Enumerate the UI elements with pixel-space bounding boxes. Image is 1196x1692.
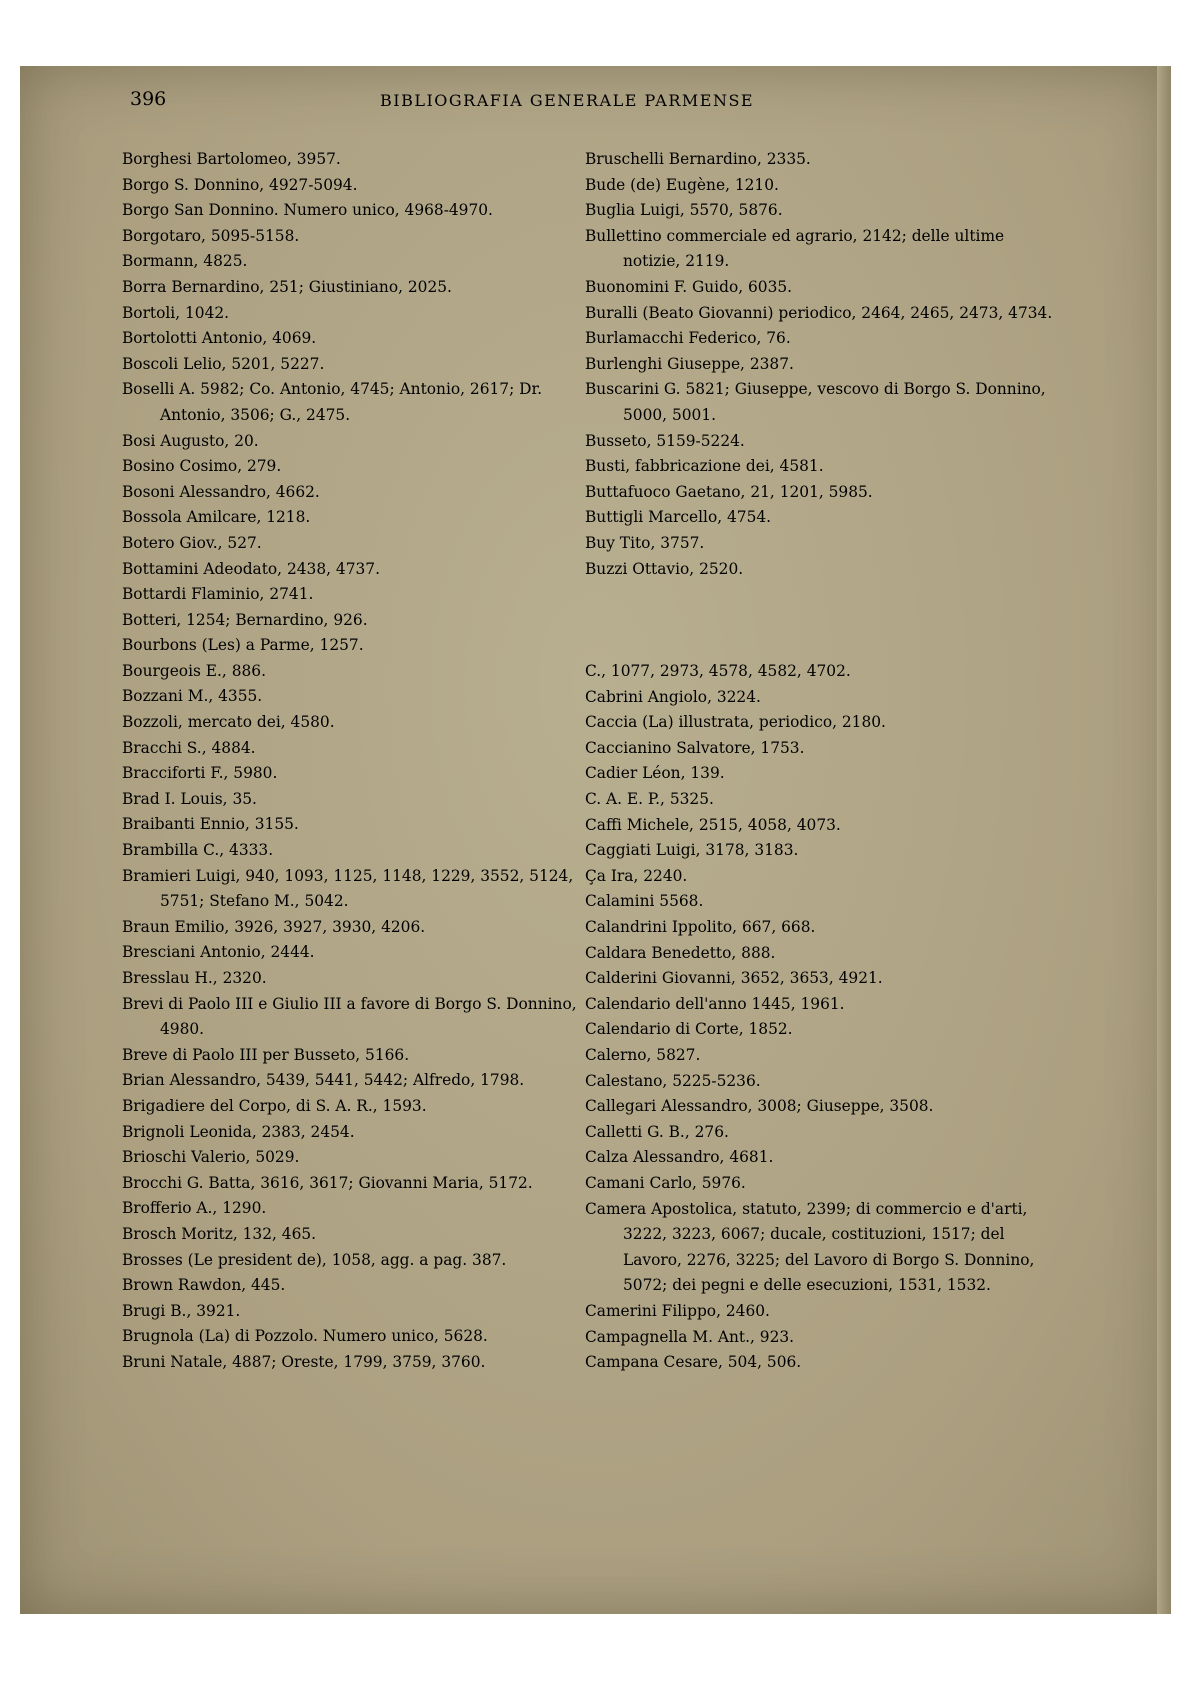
index-entry: Braun Emilio, 3926, 3927, 3930, 4206. [122,917,426,936]
index-entry: Bresslau H., 2320. [122,969,267,987]
index-entry: Cadier Léon, 139. [585,764,725,783]
index-entry: Bullettino commerciale ed agrario, 2142; delle ultime notizie, 2119. [585,226,1005,271]
index-entry: Bresciani Antonio, 2444. [122,943,315,962]
index-entry: Brad I. Louis, 35. [122,789,257,808]
index-entry: Breve di Paolo III per Busseto, 5166. [122,1045,410,1064]
index-entry: Brown Rawdon, 445. [122,1276,286,1295]
index-entry: Botero Giov., 527. [122,533,262,552]
index-entry: Caggiati Luigi, 3178, 3183. [585,841,799,860]
index-column-right [585,147,1055,1376]
index-entry: Borra Bernardino, 251; Giustiniano, 2025. [122,277,452,296]
index-entry: Brosses (Le president de), 1058, agg. a pag. 387. [122,1250,507,1269]
index-entry: Botteri, 1254; Bernardino, 926. [122,610,368,629]
index-entry: Bosi Augusto, 20. [122,431,259,450]
index-entry: Brian Alessandro, 5439, 5441, 5442; Alfredo, 1798. [122,1071,525,1090]
index-entry: Borgo San Donnino. Numero unico, 4968-4970. [122,201,493,220]
index-entry: Calandrini Ippolito, 667, 668. [585,918,816,937]
index-entry: Burlamacchi Federico, 76. [585,329,791,348]
index-entry: Brignoli Leonida, 2383, 2454. [122,1122,355,1141]
index-entry: Braibanti Ennio, 3155. [122,815,299,834]
index-entry: Brigadiere del Corpo, di S. A. R., 1593. [122,1096,427,1115]
index-entry: Borghesi Bartolomeo, 3957. [122,150,341,168]
index-entry: Bortoli, 1042. [122,303,230,322]
index-entry: Bosoni Alessandro, 4662. [122,482,320,501]
index-entry: Bozzoli, mercato dei, 4580. [122,713,335,732]
index-entry: Bracchi S., 4884. [122,738,256,757]
index-entry: Bosino Cosimo, 279. [122,457,282,476]
index-entry: Bude (de) Eugène, 1210. [585,175,779,194]
index-entry: Caccia (La) illustrata, periodico, 2180. [585,713,886,732]
index-entry: Calletti G. B., 276. [585,1122,729,1141]
index-entry: C., 1077, 2973, 4578, 4582, 4702. [585,662,851,681]
index-entry: Bottamini Adeodato, 2438, 4737. [122,559,380,578]
index-entry: Bozzani M., 4355. [122,687,263,706]
index-entry: Buonomini F. Guido, 6035. [585,277,793,296]
index-entry: Brevi di Paolo III e Giulio III a favore di Borgo S. Donnino, 4980. [122,994,577,1039]
index-entry: Bottardi Flaminio, 2741. [122,585,314,604]
page-number: 396 [130,88,167,110]
index-entry: Campagnella M. Ant., 923. [585,1327,795,1346]
index-entry: Campana Cesare, 504, 506. [585,1353,802,1372]
index-entry: Calza Alessandro, 4681. [585,1148,774,1167]
index-entry: Buy Tito, 3757. [585,533,705,552]
index-entry: C. A. E. P., 5325. [585,790,714,809]
index-entry: Borgotaro, 5095-5158. [122,226,300,245]
index-entry: Buglia Luigi, 5570, 5876. [585,201,783,220]
index-entry: Bruni Natale, 4887; Oreste, 1799, 3759, 3760. [122,1352,486,1371]
index-entry: Buttigli Marcello, 4754. [585,508,772,527]
index-entry: Calendario di Corte, 1852. [585,1020,793,1039]
index-entry: Camani Carlo, 5976. [585,1173,746,1192]
page-edge-shadow [1157,66,1171,1614]
index-entry: Bortolotti Antonio, 4069. [122,329,317,348]
index-entry: Brosch Moritz, 132, 465. [122,1224,317,1243]
index-entry: Bracciforti F., 5980. [122,764,278,783]
index-entry: Busti, fabbricazione dei, 4581. [585,457,824,476]
index-entry: Buzzi Ottavio, 2520. [585,559,744,578]
index-entry: Boselli A. 5982; Co. Antonio, 4745; Antonio, 2617; Dr. Antonio, 3506; G., 2475. [122,380,543,424]
index-column-left [122,147,592,1376]
index-entry: Borgo S. Donnino, 4927-5094. [122,175,358,194]
index-entry: Caccianino Salvatore, 1753. [585,738,805,757]
index-entry: Brioschi Valerio, 5029. [122,1148,300,1167]
index-entry: Caffi Michele, 2515, 4058, 4073. [585,815,841,834]
index-entry: Bourbons (Les) a Parme, 1257. [122,636,364,655]
index-entry: Callegari Alessandro, 3008; Giuseppe, 3508. [585,1097,934,1116]
index-entry: Calestano, 5225-5236. [585,1071,761,1090]
index-entry: Brugi B., 3921. [122,1301,241,1320]
running-title: BIBLIOGRAFIA GENERALE PARMENSE [380,91,755,110]
index-entry: Burlenghi Giuseppe, 2387. [585,354,794,373]
index-entry: Calerno, 5827. [585,1046,701,1064]
index-entry: Camera Apostolica, statuto, 2399; di commercio e d'arti, 3222, 3223, 6067; ducale, costituzioni, 1517; del Lavoro, 2276, 3225; del Lavoro di Borgo S. Donnino, 5072; dei pegni e delle esecuzioni, 1531, 1532. [585,1199,1035,1295]
index-entry: Calendario dell'anno 1445, 1961. [585,994,845,1013]
index-entry: Bruschelli Bernardino, 2335. [585,150,811,168]
index-entry: Brofferio A., 1290. [122,1199,267,1218]
index-entry: Bormann, 4825. [122,252,248,271]
index-entry: Busseto, 5159-5224. [585,431,745,450]
index-entry: Boscoli Lelio, 5201, 5227. [122,354,325,373]
index-entry: Bramieri Luigi, 940, 1093, 1125, 1148, 1229, 3552, 5124, 5751; Stefano M., 5042. [122,866,574,911]
index-entry: Brambilla C., 4333. [122,841,274,860]
section-gap [585,582,1055,659]
index-entry: Ça Ira, 2240. [585,866,688,885]
index-entry: Bossola Amilcare, 1218. [122,508,311,527]
index-entry: Bourgeois E., 886. [122,661,266,680]
index-entry: Brugnola (La) di Pozzolo. Numero unico, 5628. [122,1327,488,1346]
index-entry: Caldara Benedetto, 888. [585,943,776,962]
index-entry: Brocchi G. Batta, 3616, 3617; Giovanni Maria, 5172. [122,1173,533,1192]
index-entry: Buralli (Beato Giovanni) periodico, 2464, 2465, 2473, 4734. [585,303,1053,322]
index-entry: Calamini 5568. [585,892,704,911]
index-entry: Buscarini G. 5821; Giuseppe, vescovo di Borgo S. Donnino, 5000, 5001. [585,380,1046,424]
index-entry: Cabrini Angiolo, 3224. [585,687,761,706]
index-entry: Calderini Giovanni, 3652, 3653, 4921. [585,969,883,988]
index-entry: Buttafuoco Gaetano, 21, 1201, 5985. [585,482,873,501]
index-entry: Camerini Filippo, 2460. [585,1301,770,1320]
